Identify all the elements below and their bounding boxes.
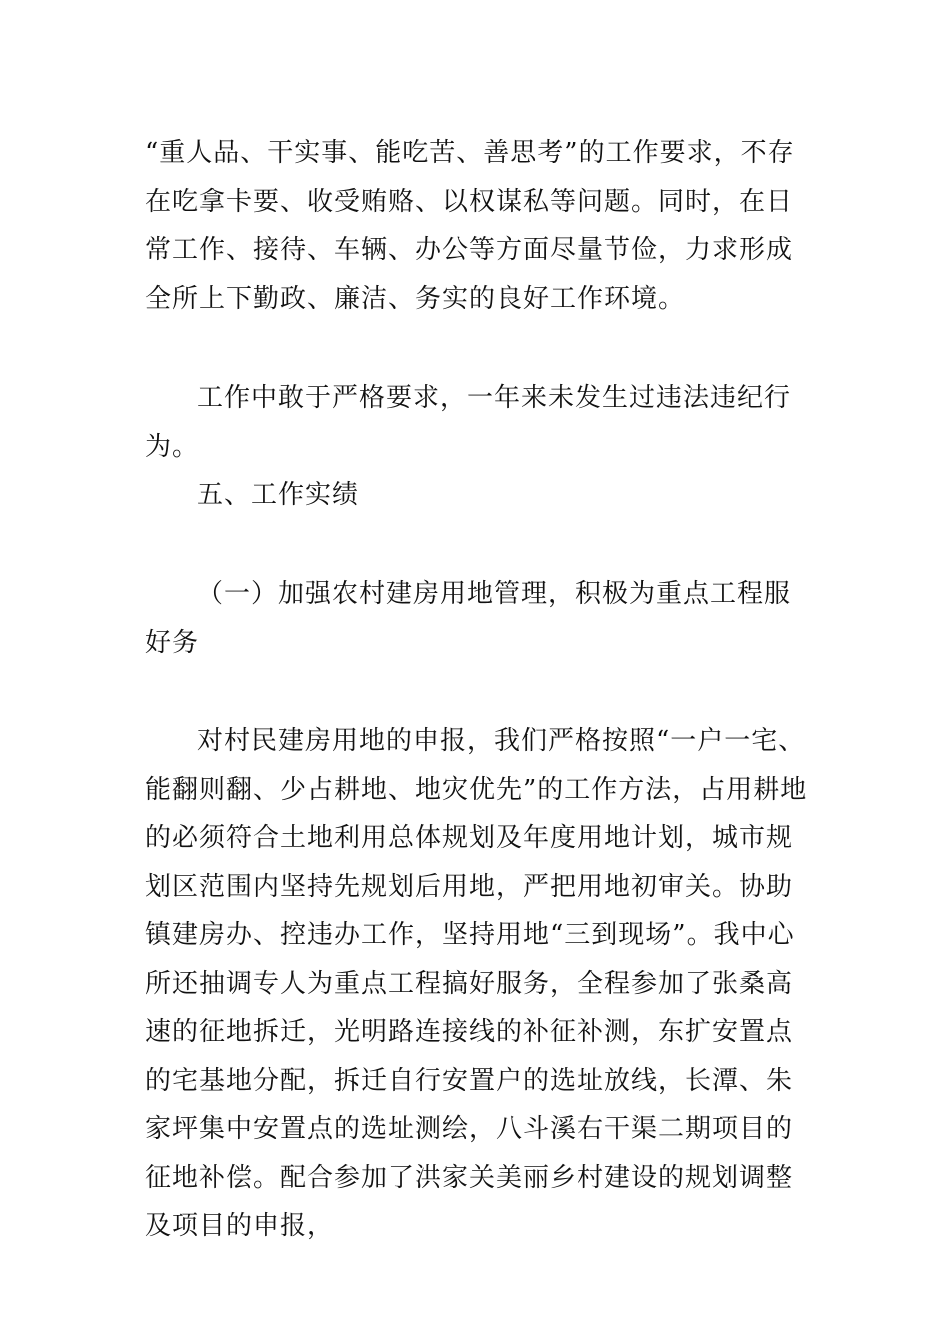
paragraph-land-application: 对村民建房用地的申报，我们严格按照“一户一宅、能翻则翻、少占耕地、地灾优先”的工作方法，占用耕地的必须符合土地利用总体规划及年度用地计划，城市规划区范围内坚持先规划后用地，严把用地初审关。协助镇建房办、控违办工作，坚持用地“三到现场”。我中心所还抽调专人为重点工程搞好服务，全程参加了张桑高速的征地拆迁，光明路连接线的补征补测，东扩安置点的宅基地分配，拆迁自行安置户的选址放线，长潭、朱家坪集中安置点的选址测绘，八斗溪右干渠二期项目的征地补偿。配合参加了洪家关美丽乡村建设的规划调整及项目的申报，: [145, 726, 808, 1241]
paragraph-discipline: 工作中敢于严格要求，一年来未发生过违法违纪行为。: [145, 383, 792, 462]
section-heading-achievements: 五、工作实绩: [197, 480, 360, 510]
paragraph-work-requirements: “重人品、干实事、能吃苦、善思考”的工作要求，不存在吃拿卡要、收受贿赂、以权谋私等问题。同时，在日常工作、接待、车辆、办公等方面尽量节俭，力求形成全所上下勤政、廉洁、务实的良好工作环境。: [145, 138, 795, 314]
subsection-heading-land-management: （一）加强农村建房用地管理，积极为重点工程服好务: [145, 579, 792, 658]
